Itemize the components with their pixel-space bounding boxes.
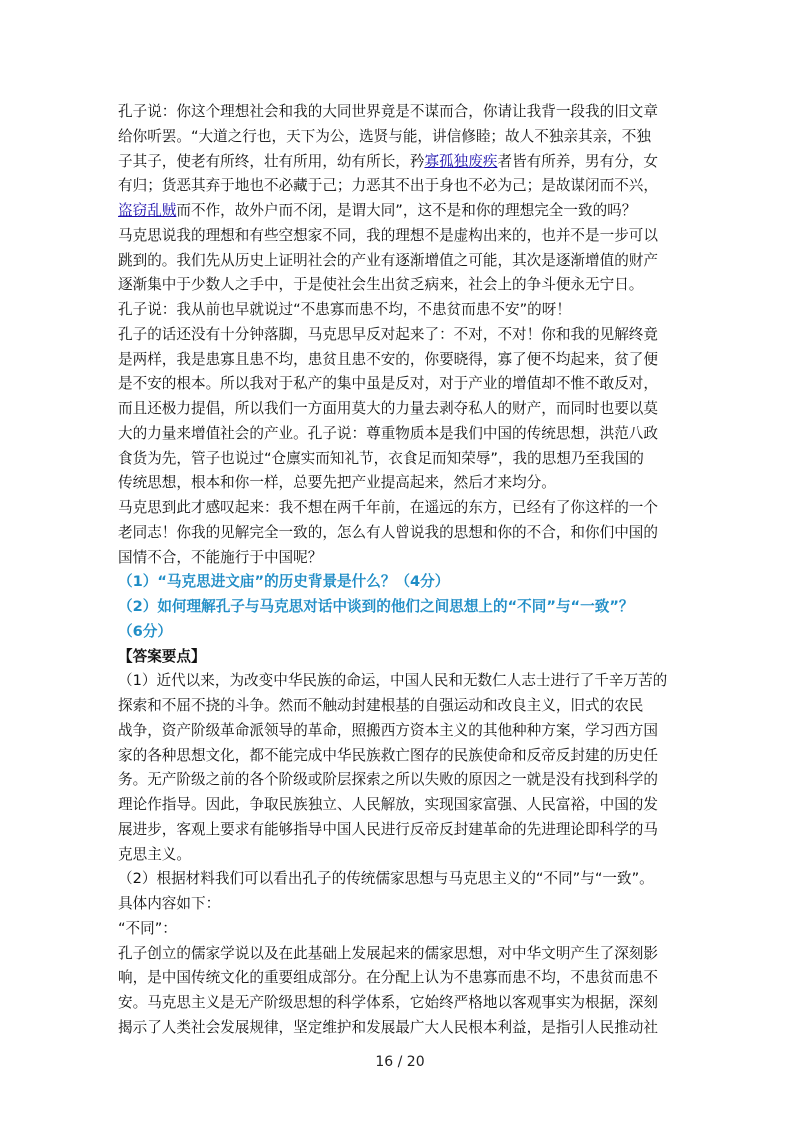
hyperlink[interactable]: 寡孤独废疾 bbox=[424, 152, 498, 170]
text-line: 给你听罢。“大道之行也，天下为公，选贤与能，讲信修睦；故人不独亲其亲，不独 bbox=[118, 127, 651, 145]
text-segment: 而不作，故外户而不闭，是谓大同”，这不是和你的理想完全一致的吗？ bbox=[176, 202, 637, 219]
text-line: 探索和不屈不挠的斗争。然而不触动封建根基的自强运动和改良主义，旧式的农民 bbox=[118, 697, 644, 714]
text-line: “不同”： bbox=[118, 919, 177, 937]
document-body bbox=[118, 100, 684, 1041]
text-line: 克思主义。 bbox=[118, 845, 191, 863]
text-line: 安。马克思主义是无产阶级思想的科学体系，它始终严格地以客观事实为根据，深刻 bbox=[118, 994, 658, 1011]
text-line: 展进步，客观上要求有能够指导中国人民进行反帝反封建革命的先进理论即科学的马 bbox=[118, 820, 658, 838]
text-line: 理论作指导。因此，争取民族独立、人民解放，实现国家富强、人民富裕，中国的发 bbox=[118, 796, 658, 813]
text-segment: 子其子，使老有所终，壮有所用，幼有所长，矜 bbox=[118, 152, 425, 170]
text-line bbox=[118, 199, 684, 224]
text-line: 孔子的话还没有十分钟落脚，马克思早反对起来了：不对，不对！你和我的见解终竟 bbox=[118, 325, 658, 343]
text-line: 家的各种思想文化，都不能完成中华民族救亡图存的民族使命和反帝反封建的历史任 bbox=[118, 746, 658, 764]
question-line: （6分） bbox=[118, 622, 172, 640]
question-line: （1）“马克思进文庙”的历史背景是什么？（4分） bbox=[118, 573, 450, 591]
text-line: 国情不合，不能施行于中国呢？ bbox=[118, 548, 323, 566]
text-line: 是两样，我是患寡且患不均，患贫且患不安的，你要晓得，寡了便不均起来，贫了便 bbox=[118, 350, 658, 368]
text-line: （1）近代以来，为改变中华民族的命运，中国人民和无数仁人志士进行了千辛万苦的 bbox=[118, 672, 668, 690]
text-line: 战争，资产阶级革命派领导的革命，照搬西方资本主义的其他种种方案，学习西方国 bbox=[118, 721, 658, 739]
text-line bbox=[118, 150, 684, 175]
text-line: 跳到的。我们先从历史上证明社会的产业有逐渐增值之可能，其次是逐渐增值的财产 bbox=[118, 251, 658, 269]
text-line: 孔子说：我从前也早就说过“不患寡而患不均，不患贫而患不安”的呀！ bbox=[118, 301, 571, 318]
text-line: 马克思说我的理想和有些空想家不同，我的理想不是虚构出来的，也并不是一步可以 bbox=[118, 226, 658, 244]
text-line: 孔子说：你这个理想社会和我的大同世界竟是不谋而合，你请让我背一段我的旧文章 bbox=[118, 103, 658, 120]
text-line: 马克思到此才感叹起来：我不想在两千年前，在遥远的东方，已经有了你这样的一个 bbox=[118, 499, 658, 516]
text-line: 响，是中国传统文化的重要组成部分。在分配上认为不患寡而患不均，不患贫而患不 bbox=[118, 969, 658, 987]
text-line: 而且还极力提倡，所以我们一方面用莫大的力量去剥夺私人的财产，而同时也要以莫 bbox=[118, 400, 658, 417]
text-line: 务。无产阶级之前的各个阶级或阶层探索之所以失败的原因之一就是没有找到科学的 bbox=[118, 771, 658, 789]
text-segment: 者皆有所养，男有分，女 bbox=[497, 152, 659, 170]
text-line: 有归；货恶其弃于地也不必藏于己；力恶其不出于身也不必为己；是故谋闭而不兴， bbox=[118, 177, 658, 195]
question-line: （2）如何理解孔子与马克思对话中谈到的他们之间思想上的“不同”与“一致”？ bbox=[118, 598, 634, 615]
text-line: 孔子创立的儒家学说以及在此基础上发展起来的儒家思想，对中华文明产生了深刻影 bbox=[118, 944, 658, 962]
hyperlink[interactable]: 盗窃乱贼 bbox=[118, 202, 177, 219]
text-line: 逐渐集中于少数人之手中，于是使社会生出贫乏病来，社会上的争斗便永无宁日。 bbox=[118, 276, 644, 294]
page-number: 16 / 20 bbox=[375, 1054, 425, 1070]
text-line: 食货为先，管子也说过“仓廪实而知礼节，衣食足而知荣辱”，我的思想乃至我国的 bbox=[118, 449, 644, 467]
text-line: 传统思想，根本和你一样，总要先把产业提高起来，然后才来均分。 bbox=[118, 474, 556, 492]
text-line: 揭示了人类社会发展规律，坚定维护和发展最广大人民根本利益，是指引人民推动社 bbox=[118, 1018, 658, 1036]
text-line: 老同志！你我的见解完全一致的，怎么有人曾说我的思想和你的不合，和你们中国的 bbox=[118, 523, 658, 541]
section-heading: 【答案要点】 bbox=[118, 647, 206, 665]
text-line: （2）根据材料我们可以看出孔子的传统儒家思想与马克思主义的“不同”与“一致”。 bbox=[118, 870, 654, 888]
text-line: 是不安的根本。所以我对于私产的集中虽是反对，对于产业的增值却不惟不敢反对， bbox=[118, 375, 658, 393]
text-line: 具体内容如下： bbox=[118, 895, 221, 912]
text-line: 大的力量来增值社会的产业。孔子说：尊重物质本是我们中国的传统思想，洪范八政 bbox=[118, 424, 658, 442]
